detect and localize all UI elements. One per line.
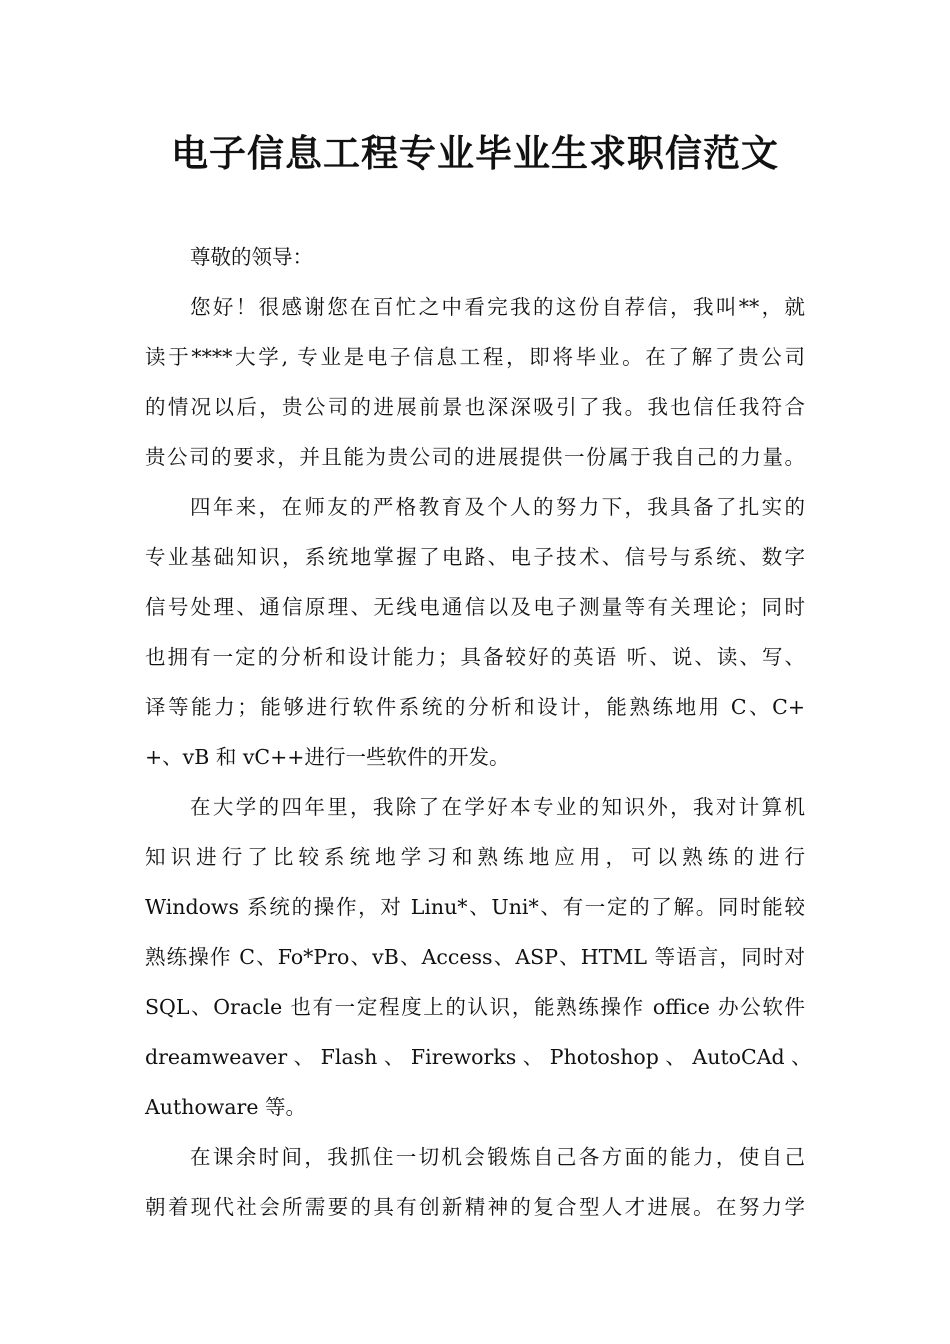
paragraph-line: Authoware 等。	[145, 1095, 307, 1119]
paragraph-line: 译等能力；能够进行软件系统的分析和设计，能熟练地用 C、C+	[145, 695, 805, 719]
paragraph-line: 的情况以后，贵公司的进展前景也深深吸引了我。我也信任我符合	[145, 395, 805, 419]
paragraph-line: +、vB 和 vC++进行一些软件的开发。	[145, 745, 510, 769]
paragraph-line: dreamweaver 、 Flash 、 Fireworks 、 Photoshop 、 AutoCAd 、	[145, 1045, 812, 1069]
paragraph-line: 贵公司的要求，并且能为贵公司的进展提供一份属于我自己的力量。	[145, 445, 805, 469]
paragraph-line: 信号处理、通信原理、无线电通信以及电子测量等有关理论；同时	[145, 595, 805, 619]
paragraph-line: 在课余时间，我抓住一切机会锻炼自己各方面的能力，使自己	[190, 1145, 805, 1169]
paragraph-line: Windows 系统的操作，对 Linu*、Uni*、有一定的了解。同时能较	[145, 895, 805, 919]
paragraph-line: 知识进行了比较系统地学习和熟练地应用，可以熟练的进行	[145, 845, 805, 869]
paragraph-line: 熟练操作 C、Fo*Pro、vB、Access、ASP、HTML 等语言，同时对	[145, 945, 805, 969]
document-title: 电子信息工程专业毕业生求职信范文	[171, 132, 779, 175]
paragraph-line: 您好！很感谢您在百忙之中看完我的这份自荐信，我叫**，就	[190, 295, 805, 319]
paragraph-line: 专业基础知识，系统地掌握了电路、电子技术、信号与系统、数字	[145, 545, 805, 569]
paragraph-line: 朝着现代社会所需要的具有创新精神的复合型人才进展。在努力学	[145, 1195, 805, 1219]
paragraph-line: 读于****大学, 专业是电子信息工程，即将毕业。在了解了贵公司	[145, 345, 805, 369]
letter-body	[145, 232, 812, 1232]
paragraph-line: 四年来，在师友的严格教育及个人的努力下，我具备了扎实的	[190, 495, 805, 519]
salutation-line: 尊敬的领导：	[190, 245, 313, 269]
paragraph-line: 也拥有一定的分析和设计能力；具备较好的英语 听、说、读、写、	[145, 645, 805, 669]
paragraph-line: SQL、Oracle 也有一定程度上的认识，能熟练操作 office 办公软件	[145, 995, 805, 1019]
paragraph-line: 在大学的四年里，我除了在学好本专业的知识外，我对计算机	[190, 795, 805, 819]
